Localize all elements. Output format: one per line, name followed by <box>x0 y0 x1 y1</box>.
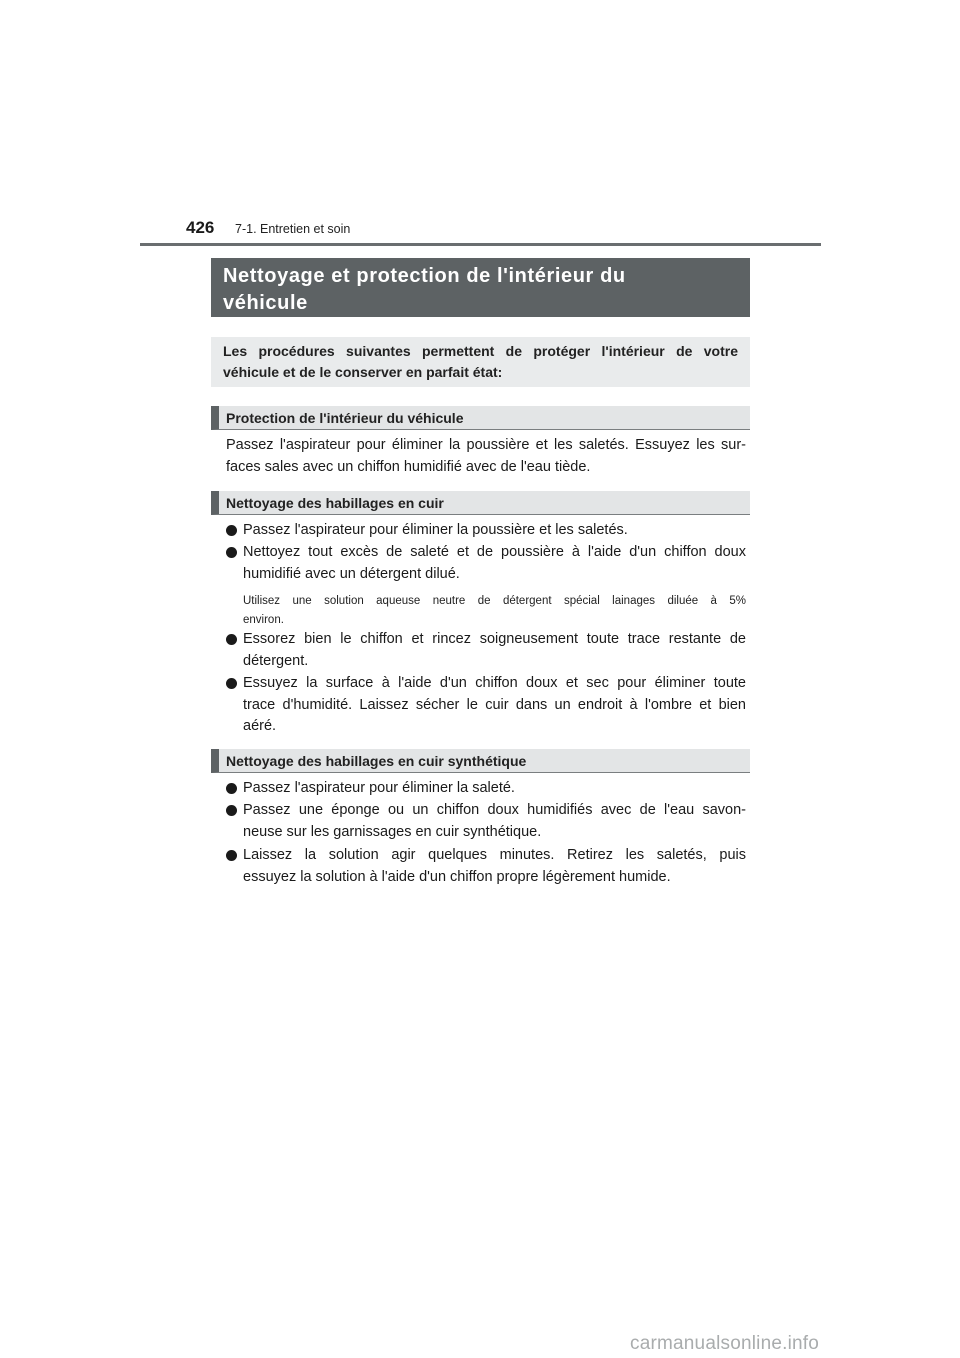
bullet-icon <box>226 547 237 558</box>
page-title-line-2: véhicule <box>223 292 308 314</box>
bullet-text <box>243 542 746 585</box>
bullet-icon <box>226 783 237 794</box>
bullet-line: essuyez la solution à l'aide d'un chiffon propre légèrement humide. <box>243 868 671 885</box>
watermark: carmanualsonline.info <box>630 1333 820 1354</box>
bullet-text <box>243 778 746 800</box>
bullet-icon <box>226 525 237 536</box>
bullet-line: Laissez la solution agir quelques minutes. Retirez les saletés, puis <box>243 847 746 863</box>
section-title: Protection de l'intérieur du véhicule <box>226 410 464 426</box>
bullet-line: Essuyez la surface à l'aide d'un chiffon doux et sec pour éliminer toute <box>243 675 746 691</box>
paragraph-line: Passez l'aspirateur pour éliminer la poussière et les saletés. Essuyez les sur- <box>226 437 746 453</box>
bullet-line: Passez une éponge ou un chiffon doux humidifiés avec de l'eau savon- <box>243 802 746 818</box>
bullet-line: neuse sur les garnissages en cuir synthétique. <box>243 823 542 840</box>
chapter-label: 7-1. Entretien et soin <box>235 222 351 236</box>
bullet-icon <box>226 805 237 816</box>
title-block <box>211 258 750 317</box>
header-rule <box>140 243 821 246</box>
list-item <box>226 800 746 843</box>
list-item <box>226 673 746 738</box>
bullet-text <box>243 520 746 542</box>
list-item <box>226 542 746 585</box>
note-line: Utilisez une solution aqueuse neutre de détergent spécial lainages diluée à 5% <box>243 595 746 607</box>
bullet-line: Essorez bien le chiffon et rincez soigneusement toute trace restante de <box>243 631 746 647</box>
list-item <box>226 520 746 542</box>
detergent-note <box>243 592 746 630</box>
page-title-line-1: Nettoyage et protection de l'intérieur du <box>223 265 626 287</box>
bullet-icon <box>226 850 237 861</box>
list-item <box>226 778 746 800</box>
bullet-text <box>243 845 746 888</box>
section-title: Nettoyage des habillages en cuir <box>226 495 444 511</box>
section-header-synthetic-leather-cleaning <box>211 749 750 773</box>
list-item <box>226 845 746 888</box>
bullet-icon <box>226 678 237 689</box>
section-header-interior-protection <box>211 406 750 430</box>
intro-line-2: véhicule et de le conserver en parfait état: <box>223 364 503 380</box>
page-number: 426 <box>186 218 215 237</box>
bullet-line: détergent. <box>243 652 309 669</box>
bullet-text <box>243 629 746 672</box>
bullet-line: aéré. <box>243 718 277 734</box>
interior-protection-paragraph <box>226 435 746 478</box>
list-item <box>226 629 746 672</box>
intro-line-1: Les procédures suivantes permettent de protéger l'intérieur de votre <box>223 343 738 359</box>
bullet-line: humidifié avec un détergent dilué. <box>243 565 460 582</box>
bullet-line: Nettoyez tout excès de saleté et de poussière à l'aide d'un chiffon doux <box>243 544 746 560</box>
intro-box <box>211 337 750 387</box>
paragraph-line: faces sales avec un chiffon humidifié avec de l'eau tiède. <box>226 458 591 475</box>
section-title: Nettoyage des habillages en cuir synthétique <box>226 753 527 769</box>
note-line: environ. <box>243 614 284 626</box>
bullet-line: trace d'humidité. Laissez sécher le cuir dans un endroit à l'ombre et bien <box>243 696 746 713</box>
bullet-text <box>243 673 746 738</box>
bullet-icon <box>226 634 237 645</box>
bullet-text <box>243 800 746 843</box>
bullet-line: Passez l'aspirateur pour éliminer la saleté. <box>243 780 515 796</box>
bullet-line: Passez l'aspirateur pour éliminer la poussière et les saletés. <box>243 522 628 538</box>
section-header-leather-cleaning <box>211 491 750 515</box>
